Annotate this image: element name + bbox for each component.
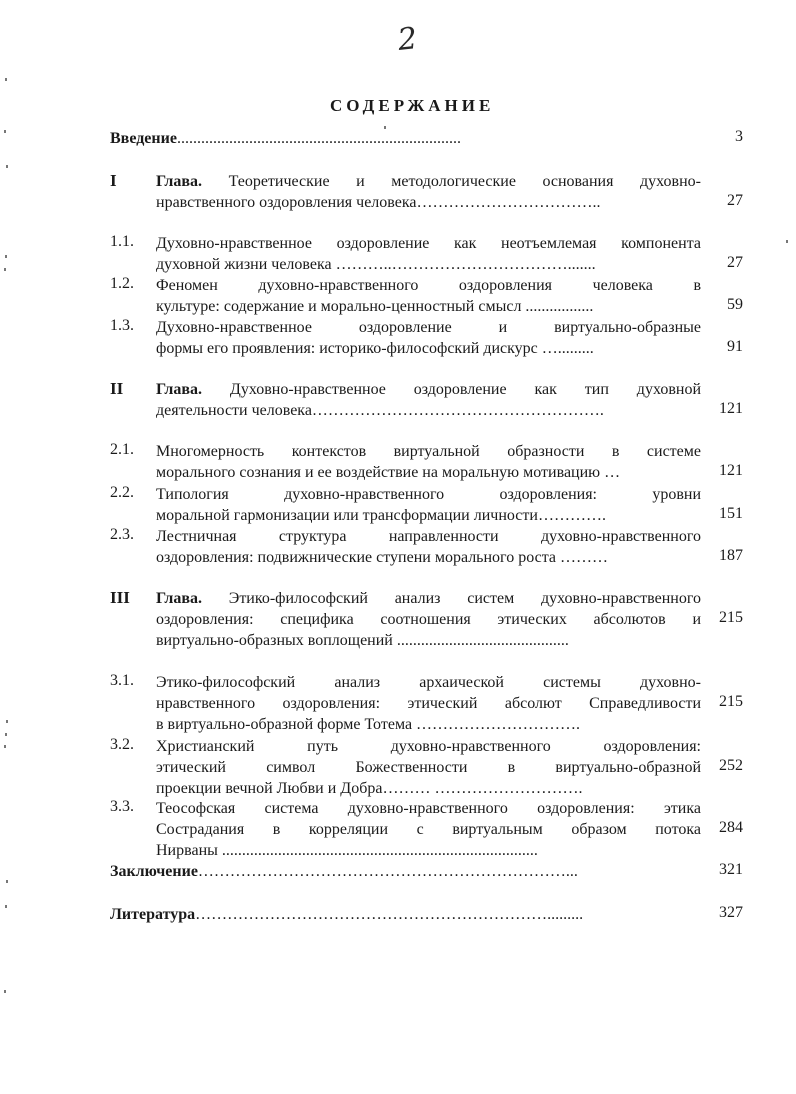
toc-section-number: 1.3.	[110, 317, 134, 334]
toc-dots: ………………………………………………………….........	[195, 906, 584, 923]
toc-page-number: 215	[719, 609, 743, 626]
toc-page-number: 252	[719, 757, 743, 774]
toc-section-number: 3.3.	[110, 798, 134, 815]
toc-label: Литература	[110, 906, 196, 923]
toc-page-number: 215	[719, 693, 743, 710]
toc-label: Заключение	[110, 863, 198, 880]
toc-page-number: 187	[719, 547, 743, 564]
toc-section-number: 2.2.	[110, 484, 134, 501]
toc-chapter-number: II	[110, 379, 124, 398]
toc-page-number: 284	[719, 819, 743, 836]
toc-chapter-number: III	[110, 588, 130, 607]
toc-section-number: 1.2.	[110, 275, 134, 292]
toc-page-number: 59	[727, 296, 743, 313]
toc-page-number: 121	[719, 462, 743, 479]
toc-page-number: 3	[735, 128, 743, 145]
toc-page-number: 91	[727, 338, 743, 355]
toc-section-number: 2.3.	[110, 526, 134, 543]
toc-dots: ……………………………………………………………...	[197, 863, 578, 880]
toc-dots: .......................................................................	[176, 130, 461, 147]
toc-chapter-number: I	[110, 171, 117, 190]
toc-page-number: 321	[719, 861, 743, 878]
toc-section-number: 2.1.	[110, 441, 134, 458]
toc-page-number: 121	[719, 400, 743, 417]
toc-section-number: 3.1.	[110, 672, 134, 689]
toc-chapter-label: Глава.	[156, 173, 202, 190]
toc-label: Введение	[110, 130, 177, 147]
toc-chapter-label: Глава.	[156, 590, 202, 607]
toc-page-number: 327	[719, 904, 743, 921]
toc-page-number: 27	[727, 254, 743, 271]
toc-page-number: 27	[727, 192, 743, 209]
document-page: 2 СОДЕРЖАНИЕ Введение....................................................................... 3 I Глава. Теоретические и методологические основания духовно- нравственного оздоровления человека…………………………….. 27 1.1. Духовно-нравственное оздоровление как неотъемлемая компонента духовной жизни человека ………..……………………………....... 27 1.2. Феномен духовно-нравственного оздоровления человека в культуре: содержание и морально-ценностный смысл ................. 59 1.3. Духовно-нравственное оздоровление и виртуально-образные формы его проявления: историко-философский дискурс …......... 91 II Глава. Духовно-нравственное оздоровление как тип духовной деятельности человека………………………………………………. 121 2.1. Многомерность контекстов виртуальной образности в системе морального сознания и ее воздействие на моральную мотивацию … 121 2.2. Типология духовно-нравственного оздоровления: уровни моральной гармонизации или трансформации личности…………. 151 2.3. Лестничная структура направленности духовно-нравственного оздоровления: подвижнические ступени морального роста ……… 187 III Глава. Этико-философский анализ систем духовно-нравственного оздоровления: специфика соотношения этических абсолютов и виртуально-образных воплощений ........................................... 215 3.1. Этико-философский анализ архаической системы духовно- нравственного оздоровления: этический абсолют Справедливости в виртуально-образной форме Тотема …………………………. 215 3.2. Христианский путь духовно-нравственного оздоровления: этический символ Божественности в виртуально-образной проекции вечной Любви и Добра……… ………………………. 252 3.3. Теософская система духовно-нравственного оздоровления: этика Сострадания в корреляции с виртуальным образом потока Нирваны ............................................................................... 284 Заключение……………………………………………………………... 321 Литература…………………………………………………………......... 327	[0, 0, 796, 1094]
toc-page-number: 151	[719, 505, 743, 522]
toc-section-number: 1.1.	[110, 233, 134, 250]
handwritten-page-number: 2	[396, 21, 419, 58]
page-title: СОДЕРЖАНИЕ	[330, 96, 495, 115]
toc-chapter-label: Глава.	[156, 381, 202, 398]
toc-section-number: 3.2.	[110, 736, 134, 753]
